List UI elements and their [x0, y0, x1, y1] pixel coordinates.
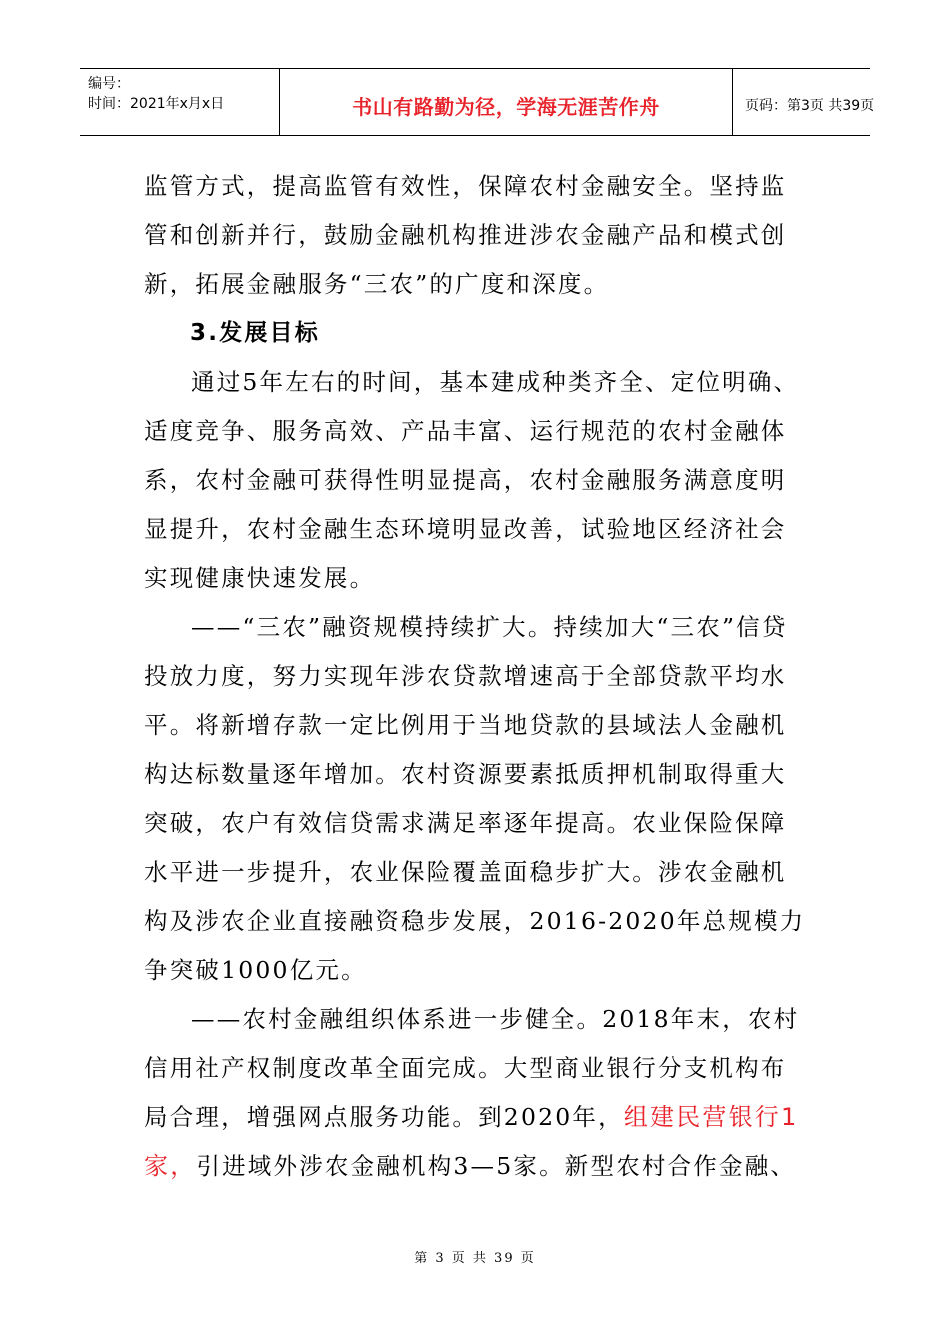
body-paragraph: 通过5年左右的时间，基本建成种类齐全、定位明确、适度竞争、服务高效、产品丰富、运行规范的农村金融体系，农村金融可获得性明显提高，农村金融服务满意度明显提升，农村金融生态环境明显改善，试验地区经济社会实现健康快速发展。 — [144, 368, 800, 592]
body-paragraph: ——“三农”融资规模持续扩大。持续加大“三农”信贷投放力度，努力实现年涉农贷款增速高于全部贷款平均水平。将新增存款一定比例用于当地贷款的县域法人金融机构达标数量逐年增加。农村资源要素抵质押机制取得重大突破，农户有效信贷需求满足率逐年提高。农业保险保障水平进一步提升，农业保险覆盖面稳步扩大。涉农金融机构及涉农企业直接融资稳步发展，2016-2020年总规模力争突破1000亿元。 — [144, 613, 806, 984]
highlighted-text: 组建民营银行1家， — [144, 1103, 799, 1180]
body-paragraph — [144, 995, 810, 1191]
header-motto-cell — [280, 69, 733, 135]
header-motto: 书山有路勤为径，学海无涯苦作舟 — [352, 95, 660, 119]
section-heading: 3.发展目标 — [190, 320, 320, 346]
paragraph-text: 引进域外涉农金融机构3—5家。新型农村合作金融、 — [196, 1152, 797, 1180]
document-time-label: 时间：2021年x月x日 — [88, 96, 225, 112]
header-page-cell — [733, 69, 875, 135]
page-footer: 第 3 页 共 39 页 — [414, 1251, 536, 1266]
document-number-label: 编号： — [88, 76, 130, 92]
header-page-label: 页码：第3页 共39页 — [745, 98, 875, 114]
document-body — [144, 162, 810, 1191]
header-info-cell — [80, 69, 280, 135]
paragraph-text: ——农村金融组织体系进一步健全。2018年末，农村信用社产权制度改革全面完成。大型商业银行分支机构布局合理，增强网点服务功能。到2020年， — [144, 1005, 800, 1131]
body-paragraph: 监管方式，提高监管有效性，保障农村金融安全。坚持监管和创新并行，鼓励金融机构推进涉农金融产品和模式创新，拓展金融服务“三农”的广度和深度。 — [144, 172, 787, 298]
page-header — [80, 68, 875, 136]
